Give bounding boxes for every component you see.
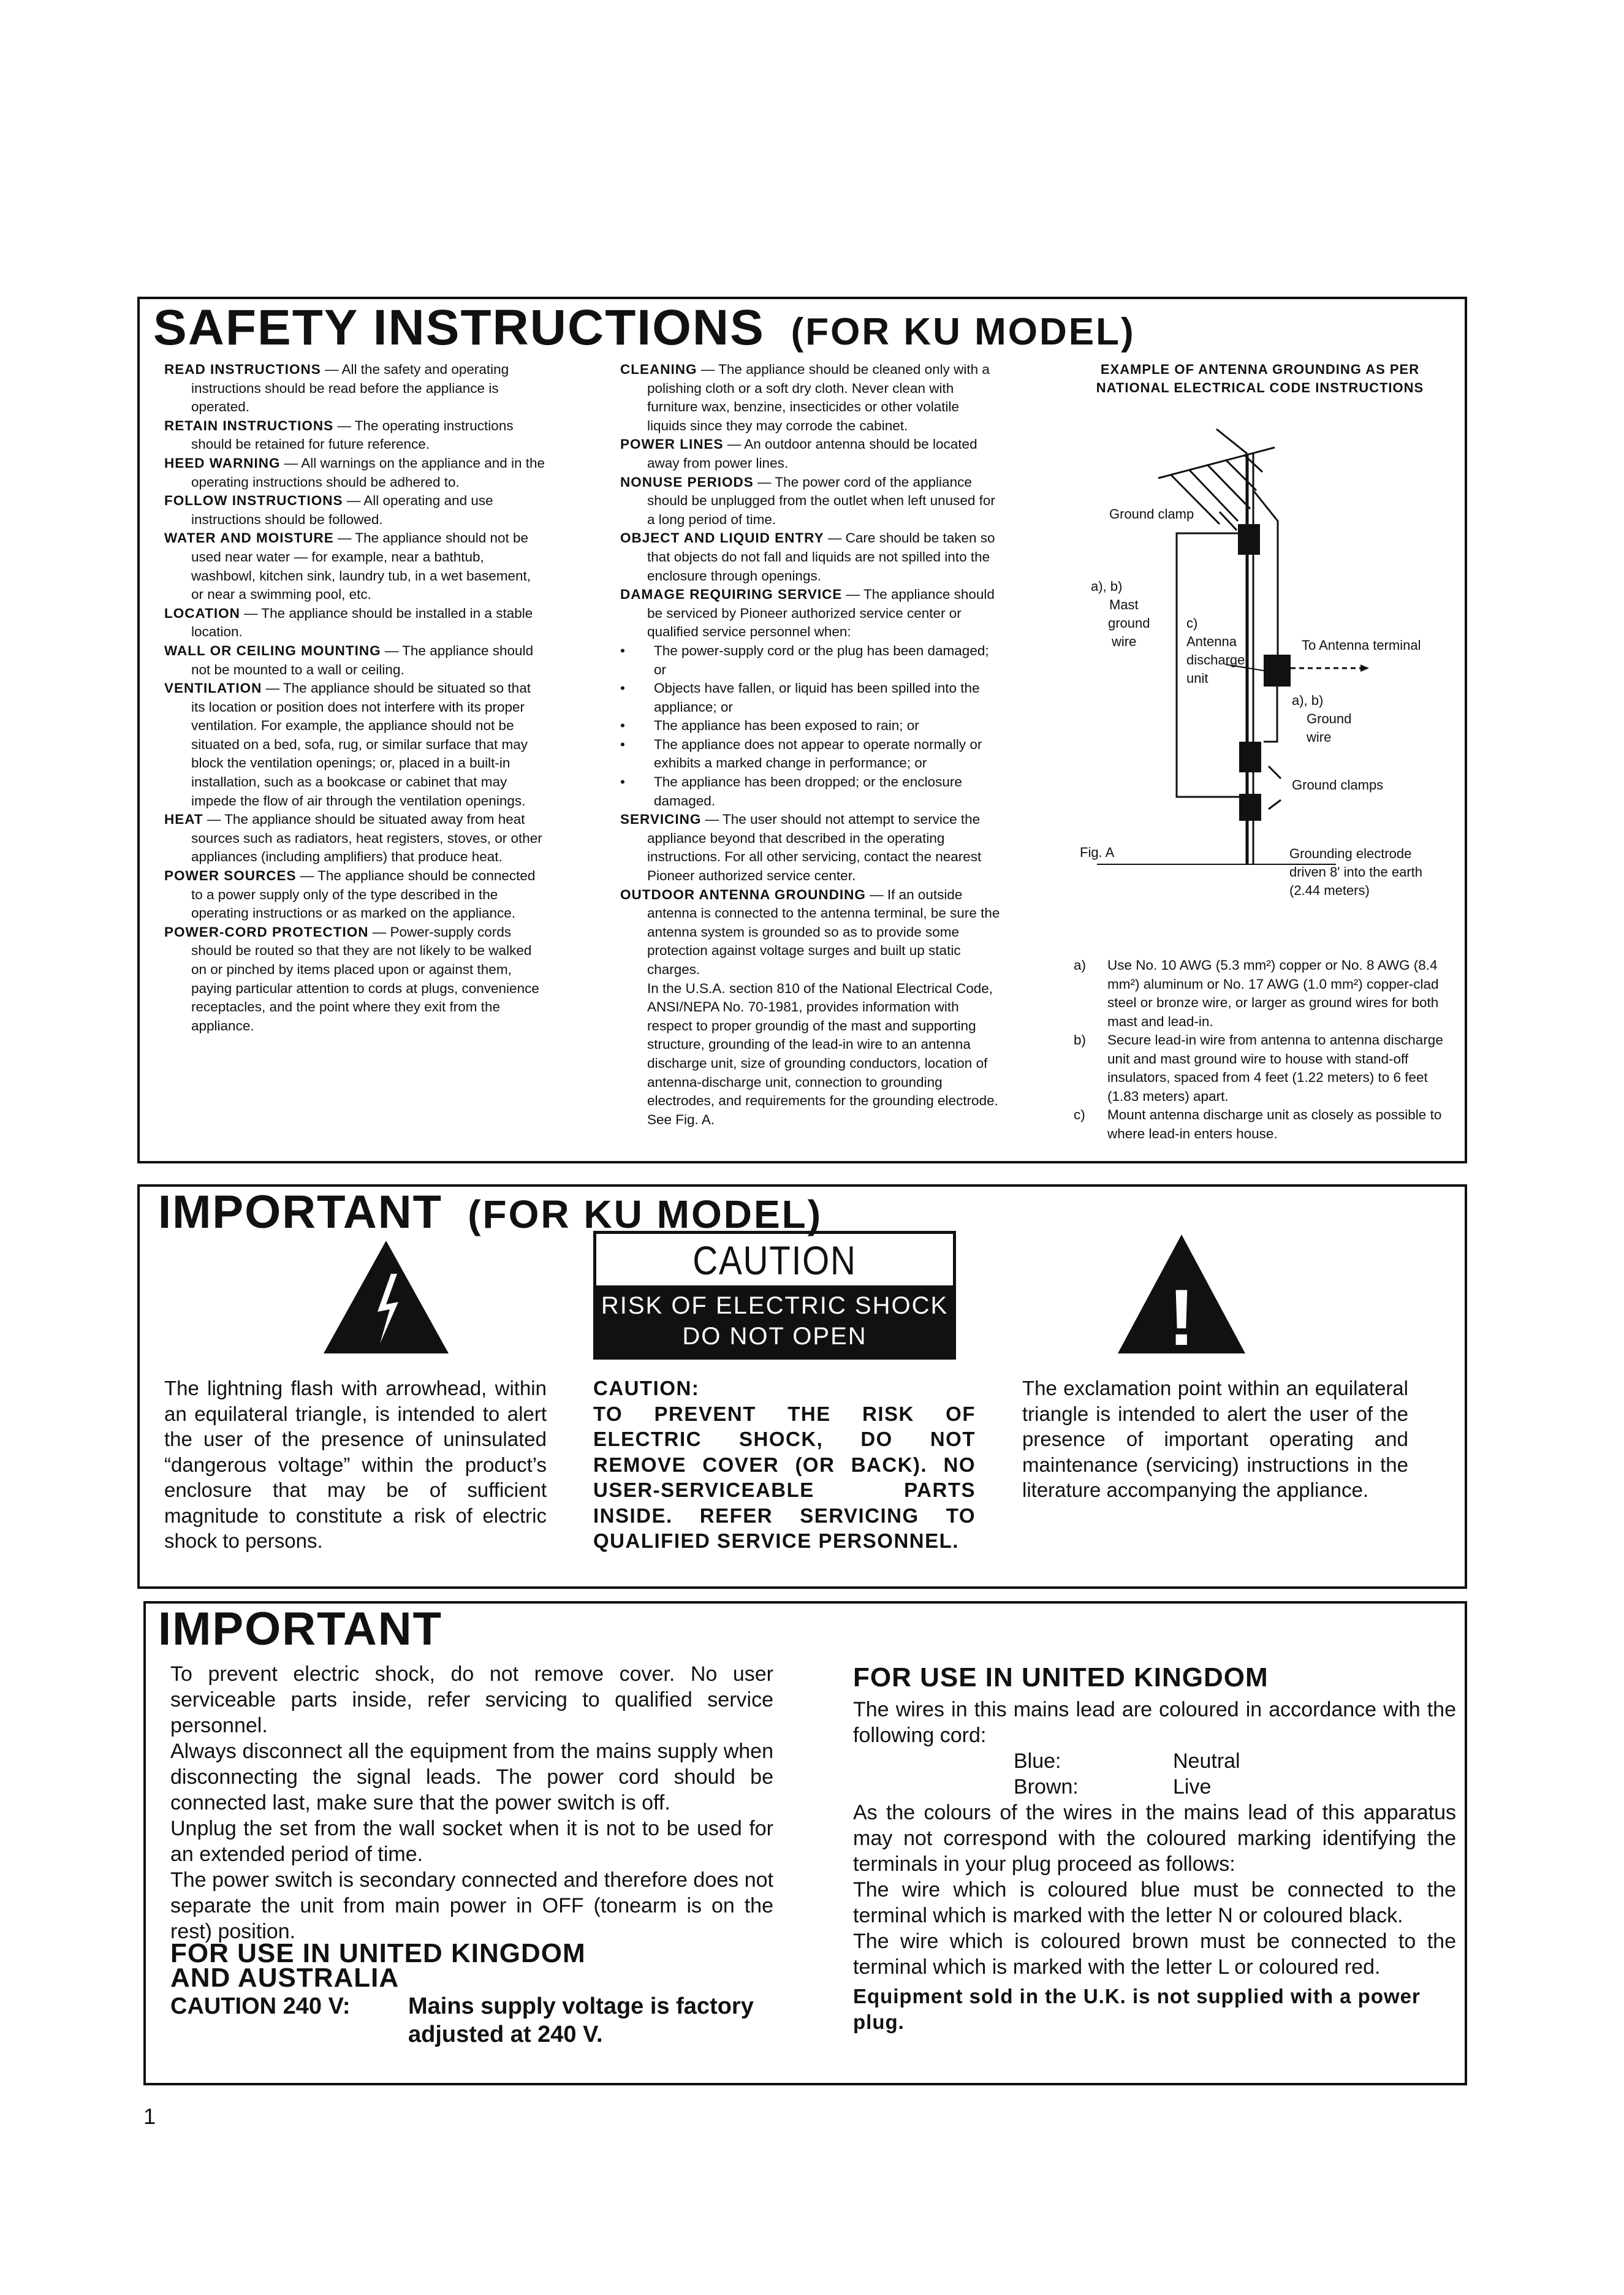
damage-bullet: • Objects have fallen, or liquid has been spilled into the appliance; or [620,680,980,715]
damage-bullet: • The appliance has been exposed to rain; or [620,718,919,734]
uk-section [853,1662,1456,2035]
label-ground-clamps: Ground clamps [1292,777,1384,793]
diagram-note: b) Secure lead-in wire from antenna to antenna discharge unit and mast ground wire to house with stand-off insulators, spaced from 4 feet (1.22 meters) to 6 feet (1.83 meters) apart. [1074,1032,1443,1104]
risk-band [596,1285,953,1357]
important-paragraph: To prevent electric shock, do not remove cover. No user serviceable parts inside, refer servicing to qualified service personnel. [170,1662,773,1737]
caution-description: CAUTION: TO PREVENT THE RISK OF ELECTRIC SHOCK, DO NOT REMOVE COVER (OR BACK). NO USER-SERVICEABLE PARTS INSIDE. REFER SERVICING TO QUALIFIED SERVICE PERSONNEL. [593,1377,976,1552]
wire-colour-table [853,1748,1456,1800]
caution-240v: CAUTION 240 V: [170,1993,351,2019]
label-ab2: a), b) [1292,693,1324,708]
diagram-notes [1074,956,1456,1143]
safety-item: SERVICING — The user should not attempt to service the appliance beyond that described in the operating instructions. For all other servicing, contact the nearest Pioneer authorized service center. [620,812,982,884]
safety-item: READ INSTRUCTIONS — All the safety and operating instructions should be read before the appliance is operated. [164,362,509,415]
safety-item: OBJECT AND LIQUID ENTRY — Care should be taken so that objects do not fall and liquids are not spilled into the enclosure through openings. [620,530,995,584]
safety-item: FOLLOW INSTRUCTIONS — All operating and use instructions should be followed. [164,493,493,527]
nec-paragraph: In the U.S.A. section 810 of the National Electrical Code, ANSI/NEPA No. 70-1981, provides information with respect to proper groundig of the mast and supporting structure, grounding of the lead-in wire to an antenna discharge unit, size of grounding conductors, location of antenna-discharge unit, connection to grounding electrodes, and requirements for the grounding electrode. See Fig. A. [647,980,998,1127]
safety-item: WATER AND MOISTURE — The appliance should not be used near water — for example, near a bathtub, washbowl, kitchen sink, laundry tub, in a wet basement, or near a swimming pool, etc. [164,530,531,603]
diagram-note: c) Mount antenna discharge unit as closely as possible to where lead-in enters house. [1074,1107,1442,1141]
important-paragraph: Always disconnect all the equipment from the mains supply when disconnecting the signal leads. The power cord should be connected last, make sure that the power switch is off. [170,1740,773,1814]
risk-line-2: DO NOT OPEN [682,1323,867,1350]
antenna-grounding-diagram [1042,423,1471,901]
page-number: 1 [143,2104,156,2129]
safety-item: DAMAGE REQUIRING SERVICE — The appliance should be serviced by Pioneer authorized service center or qualified service personnel when: [620,587,995,640]
uk-intro: The wires in this mains lead are coloured in accordance with the following cord: [853,1698,1456,1747]
important-paragraph: The power switch is secondary connected and therefore does not separate the unit from main power in OFF (tonearm is on the rest) position. [170,1868,773,1943]
label-c: c) [1186,615,1198,631]
safety-item: CLEANING — The appliance should be cleaned only with a polishing cloth or a soft dry cloth. Never clean with furniture wax, benzine, insecticides or other volatile liquids since they may corrode the cabinet. [620,362,990,433]
safety-title [153,299,1136,357]
label-wire: wire [1112,634,1137,649]
exclamation-warning-icon [1114,1230,1249,1358]
important-left-column [170,1661,773,1944]
label-unit: unit [1186,671,1209,686]
antenna-diagram-title: EXAMPLE OF ANTENNA GROUNDING AS PER NATIONAL ELECTRICAL CODE INSTRUCTIONS [1096,362,1424,395]
uk-paragraph: As the colours of the wires in the mains lead of this apparatus may not correspond with the coloured marking identifying the terminals in your plug proceed as follows: [853,1801,1456,1876]
ground-clamp-top [1238,524,1260,555]
damage-bullet: • The power-supply cord or the plug has been damaged; or [620,642,989,677]
label-ab1: a), b) [1091,579,1123,594]
damage-bullet: • The appliance does not appear to operate normally or exhibits a marked change in performance; or [620,736,982,771]
uk-heading: FOR USE IN UNITED KINGDOM [853,1662,1269,1692]
safety-item: POWER SOURCES — The appliance should be connected to a power supply only of the type described in the operating instructions or as marked on the appliance. [164,868,536,921]
uk-paragraph: The wire which is coloured blue must be connected to the terminal which is marked with the letter N or coloured black. [853,1878,1456,1927]
safety-title-text: SAFETY INSTRUCTIONS [153,300,765,356]
damage-bullet: • The appliance has been dropped; or the enclosure damaged. [620,774,962,809]
safety-item: POWER-CORD PROTECTION — Power-supply cords should be routed so that they are not likely to be walked on or pinched by items placed upon or against them, paying particular attention to cords at plugs, convenience receptacles, and the point where they exit from the appliance. [164,924,539,1033]
antenna-discharge-unit [1264,655,1291,687]
lead-in-wire [1253,490,1278,656]
safety-column-2 [620,360,1001,1129]
uk-no-plug-note: Equipment sold in the U.K. is not supplied with a power plug. [853,1985,1421,2033]
safety-item: POWER LINES — An outdoor antenna should be located away from power lines. [620,436,977,471]
safety-item: NONUSE PERIODS — The power cord of the appliance should be unplugged from the outlet when left unused for a long period of time. [620,474,995,527]
uk-paragraph: The wire which is coloured brown must be connected to the terminal which is marked with the letter L or coloured red. [853,1930,1456,1979]
label-electrode: Grounding electrode driven 8' into the earth (2.44 meters) [1289,846,1423,898]
label-antenna: Antenna [1186,634,1237,649]
lightning-description: The lightning flash with arrowhead, within an equilateral triangle, is intended to alert the user of the presence of uninsulated “dangerous voltage” within the product’s enclosure that may be of sufficient magnitude to constitute a risk of electric shock to persons. [164,1377,547,1552]
wire-row: Brown: Live [1014,1775,1212,1798]
important-ku-model: (FOR KU MODEL) [468,1192,823,1236]
lightning-warning-icon [319,1236,453,1358]
mains-line-1: Mains supply voltage is factory [408,1993,754,2019]
safety-item: HEED WARNING — All warnings on the appliance and in the operating instructions should be adhered to. [164,455,545,490]
safety-item: HEAT — The appliance should be situated away from heat sources such as radiators, heat registers, stoves, or other appliances (including amplifiers) that produce heat. [164,812,542,865]
label-discharge: discharge [1186,652,1245,668]
mains-line-2: adjusted at 240 V. [408,2022,603,2047]
caution-title: CAUTION [692,1238,857,1283]
safety-item: RETAIN INSTRUCTIONS — The operating instructions should be retained for future reference. [164,417,514,452]
label-fig-a: Fig. A [1080,845,1115,860]
important-paragraph: Unplug the set from the wall socket when it is not to be used for an extended period of time. [170,1817,773,1866]
label-to-antenna-terminal: To Antenna terminal [1302,638,1421,653]
safety-model: (FOR KU MODEL) [791,311,1136,353]
safety-item: OUTDOOR ANTENNA GROUNDING — If an outside antenna is connected to the antenna terminal, be sure the antenna system is grounded so as to provide some protection against voltage surges and built up static charges. [620,886,1000,977]
label-ground2: Ground [1307,711,1352,726]
important-ku-title-text: IMPORTANT [158,1186,443,1238]
caution-label [593,1231,956,1360]
uk-australia-heading-2: AND AUSTRALIA [170,1963,400,1993]
ground-clamp-1 [1239,742,1261,772]
safety-item: LOCATION — The appliance should be installed in a stable location. [164,605,533,640]
ground-clamp-2 [1239,794,1261,821]
safety-column-1 [164,360,545,1035]
wire-row: Blue: Neutral [1014,1749,1240,1773]
important-title: IMPORTANT [158,1603,443,1655]
label-wire2: wire [1307,729,1332,745]
exclamation-description: The exclamation point within an equilateral triangle is intended to alert the user of the presence of important operating and maintenance (servicing) instructions in the literature accompanying the appliance. [1022,1377,1408,1501]
label-mast: Mast [1109,597,1139,612]
risk-line-1: RISK OF ELECTRIC SHOCK [601,1292,949,1319]
uk-australia-section [170,1938,773,2049]
label-ground: ground [1108,615,1150,631]
label-ground-clamp: Ground clamp [1109,506,1194,522]
safety-item: VENTILATION — The appliance should be situated so that its location or position does not interfere with its proper ventilation. For example, the appliance should not be situated on a bed, sofa, rug, or similar surface that may block the ventilation openings; or, placed in a built-in installation, such as a bookcase or cabinet that may impede the flow of air through the ventilation openings. [164,680,531,809]
safety-item: WALL OR CEILING MOUNTING — The appliance should not be mounted to a wall or ceiling. [164,642,534,677]
uk-australia-heading-1: FOR USE IN UNITED KINGDOM [170,1938,586,1968]
svg-text:!: ! [1168,1273,1195,1358]
diagram-note: a) Use No. 10 AWG (5.3 mm²) copper or No. 8 AWG (8.4 mm²) aluminum or No. 17 AWG (1.0 mm²) copper-clad steel or bronze wire, or larger as ground wires for both mast and lead-in. [1074,957,1439,1029]
